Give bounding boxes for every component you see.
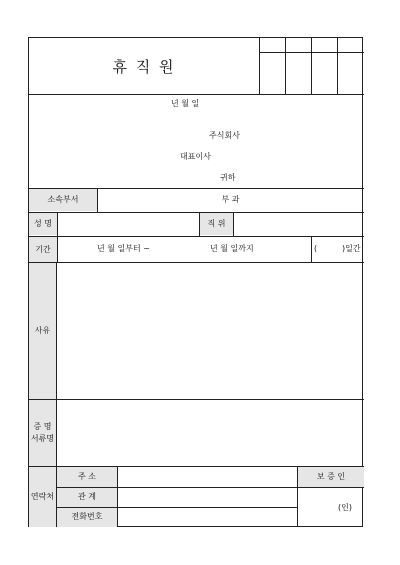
approval-box-2 (286, 53, 311, 93)
address-field[interactable] (118, 467, 297, 487)
date-line: 년 월 일 (171, 99, 200, 108)
reason-field[interactable] (57, 263, 364, 399)
period-days-open: ( (314, 244, 318, 253)
proof-field[interactable] (57, 400, 364, 466)
form-title: 휴 직 원 (112, 57, 176, 76)
relation-field[interactable] (118, 488, 297, 507)
period-to[interactable]: 년 월 일까지 (210, 244, 254, 253)
ceo-label: 대표이사 (180, 152, 211, 161)
period-days[interactable]: )일간 (342, 244, 361, 253)
reason-label: 사유 (34, 326, 51, 335)
name-label: 성 명 (34, 219, 52, 228)
proof-label: 증 명 서류명 (30, 422, 55, 443)
dept-value[interactable]: 부 과 (221, 195, 240, 204)
leave-of-absence-form (28, 37, 363, 527)
period-label: 기간 (35, 245, 51, 254)
position-label: 직 위 (207, 219, 226, 228)
phone-label: 전화번호 (71, 512, 103, 521)
company-name: 주식회사 (209, 131, 240, 140)
phone-field[interactable] (118, 508, 297, 527)
name-field[interactable] (58, 213, 199, 235)
approval-box-1 (260, 53, 285, 93)
period-from[interactable]: 년 월 일부터 ~ (97, 244, 150, 253)
position-field[interactable] (234, 213, 364, 235)
honorific: 귀하 (220, 173, 236, 182)
approval-box-3 (312, 53, 337, 93)
relation-label: 관 계 (78, 492, 96, 501)
seal-mark[interactable]: (인) (338, 503, 352, 512)
guarantor-label: 보 증 인 (316, 472, 346, 481)
approval-box-4 (338, 53, 363, 93)
address-label: 주 소 (78, 472, 96, 481)
contact-label: 연락처 (30, 492, 55, 501)
dept-label: 소속부서 (47, 195, 79, 204)
